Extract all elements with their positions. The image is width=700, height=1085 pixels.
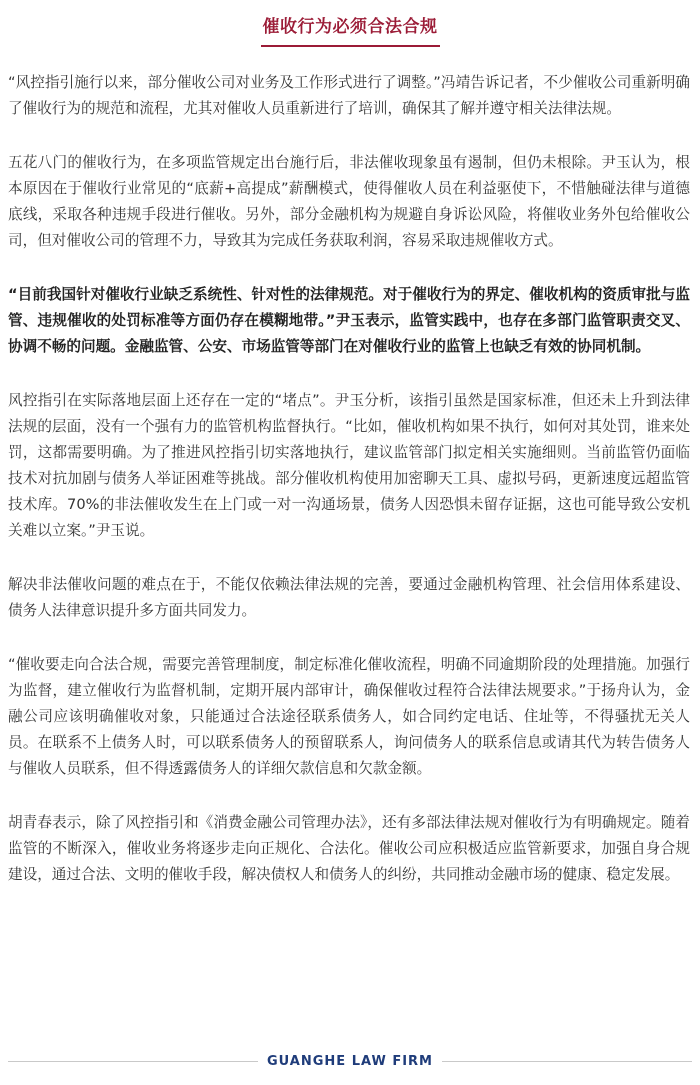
paragraph-3-bold-quote: “目前我国针对催收行业缺乏系统性、针对性的法律规范。对于催收行为的界定、催收机构的资质审批与监管、违规催收的处罚标准等方面仍存在模糊地带。”尹玉表示，监管实践中，也存在多部门监管职责交叉、协调不畅的问题。金融监管、公安、市场监管等部门在对催收行业的监管上也缺乏有效的协同机制。 xyxy=(8,286,690,355)
footer xyxy=(0,1052,700,1072)
paragraph-7: 胡青春表示，除了风控指引和《消费金融公司管理办法》，还有多部法律法规对催收行为有明确规定。随着监管的不断深入，催收业务将逐步走向正规化、合法化。催收公司应积极适应监管新要求，加强自身合规建设，通过合法、文明的催收手段，解决债权人和债务人的纠纷，共同推动金融市场的健康、稳定发展。 xyxy=(8,814,690,883)
paragraph-6: “催收要走向合法合规，需要完善管理制度，制定标准化催收流程，明确不同逾期阶段的处理措施。加强行为监督，建立催收行为监督机制，定期开展内部审计，确保催收过程符合法律法规要求。”于扬舟认为，金融公司应该明确催收对象，只能通过合法途径联系债务人，如合同约定电话、住址等，不得骚扰无关人员。在联系不上债务人时，可以联系债务人的预留联系人，询问债务人的联系信息或请其代为转告债务人与催收人员联系，但不得透露债务人的详细欠款信息和欠款金额。 xyxy=(8,656,690,777)
title-container xyxy=(0,14,700,47)
article-title: 催收行为必须合法合规 xyxy=(261,14,440,47)
article-body xyxy=(8,70,690,916)
paragraph-4: 风控指引在实际落地层面上还存在一定的“堵点”。尹玉分析，该指引虽然是国家标准，但还未上升到法律法规的层面，没有一个强有力的监管机构监督执行。“比如，催收机构如果不执行，如何对其处罚，谁来处罚，这都需要明确。为了推进风控指引切实落地执行，建议监管部门拟定相关实施细则。当前监管仍面临技术对抗加剧与债务人举证困难等挑战。部分催收机构使用加密聊天工具、虚拟号码，更新速度远超监管技术库。70%的非法催收发生在上门或一对一沟通场景，债务人因恐惧未留存证据，这也可能导致公安机关难以立案。”尹玉说。 xyxy=(8,392,690,539)
paragraph-5: 解决非法催收问题的难点在于，不能仅依赖法律法规的完善，要通过金融机构管理、社会信用体系建设、债务人法律意识提升多方面共同发力。 xyxy=(8,576,690,619)
footer-brand: GUANGHE LAW FIRM xyxy=(266,1054,433,1069)
paragraph-2: 五花八门的催收行为，在多项监管规定出台施行后，非法催收现象虽有遏制，但仍未根除。尹玉认为，根本原因在于催收行业常见的“底薪+高提成”薪酬模式，使得催收人员在利益驱使下，不惜触碰法律与道德底线，采取各种违规手段进行催收。另外，部分金融机构为规避自身诉讼风险，将催收业务外包给催收公司，但对催收公司的管理不力，导致其为完成任务获取利润，容易采取违规催收方式。 xyxy=(8,154,690,249)
paragraph-1: “风控指引施行以来，部分催收公司对业务及工作形式进行了调整。”冯靖告诉记者，不少催收公司重新明确了催收行为的规范和流程，尤其对催收人员重新进行了培训，确保其了解并遵守相关法律法规。 xyxy=(8,74,690,117)
